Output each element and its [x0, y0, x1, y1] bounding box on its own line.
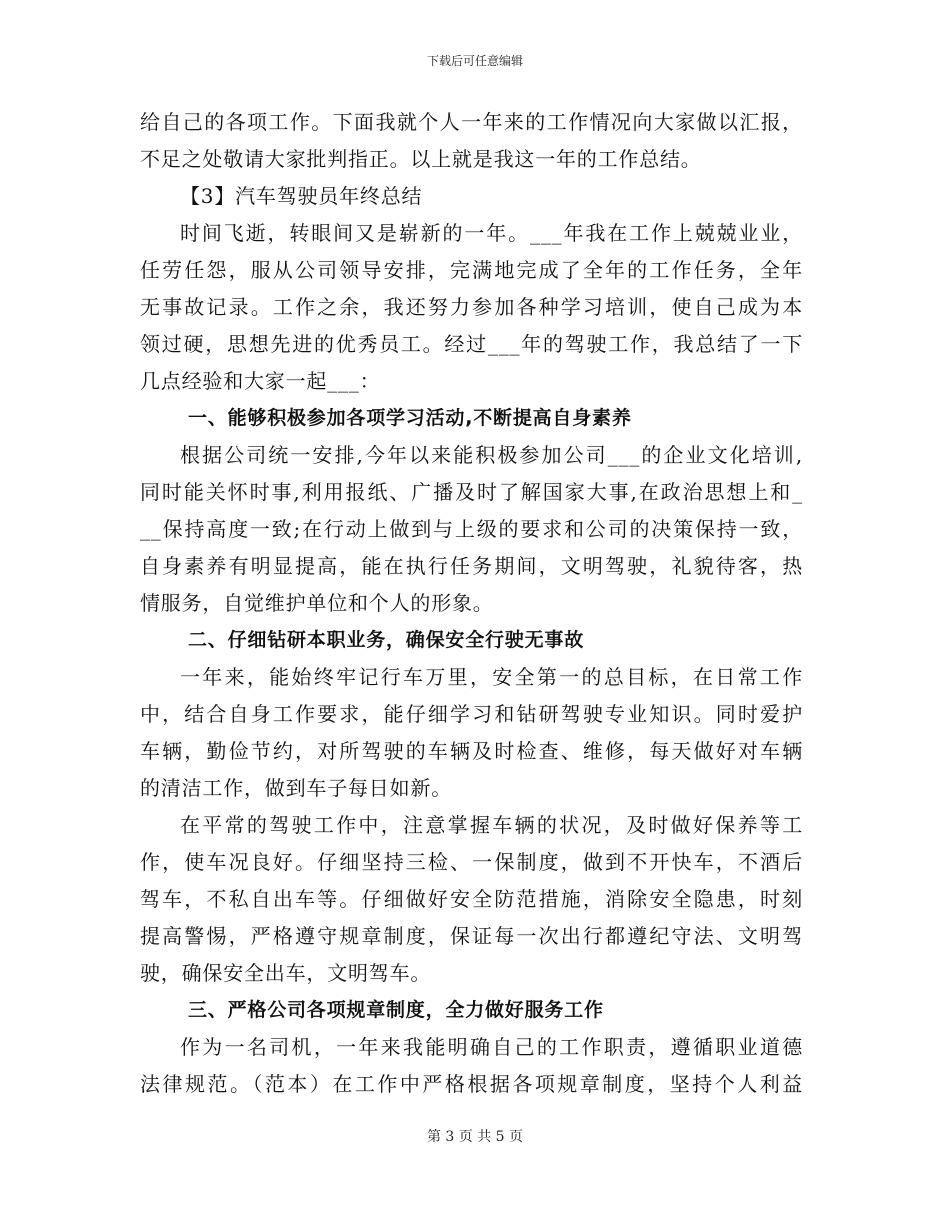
text-line: 几点经验和大家一起___：	[140, 369, 381, 393]
text-line: 的清洁工作，做到车子每日如新。	[140, 776, 452, 800]
text-line: 驾车，不私自出车等。仔细做好安全防范措施，消除安全隐患，时刻	[140, 887, 803, 911]
text-line: 车辆，勤俭节约，对所驾驶的车辆及时检查、维修，每天做好对车辆	[140, 739, 803, 763]
document-body	[140, 104, 803, 1103]
text-line: 作，使车况良好。仔细坚持三检、一保制度，做到不开快车，不酒后	[140, 850, 803, 874]
text-line: 给自己的各项工作。下面我就个人一年来的工作情况向大家做以汇报，	[140, 110, 803, 134]
text-line: 一年来，能始终牢记行车万里，安全第一的总目标，在日常工作	[180, 665, 803, 689]
text-line: __保持高度一致;在行动上做到与上级的要求和公司的决策保持一致，	[140, 517, 803, 541]
text-line: 自身素养有明显提高，能在执行任务期间，文明驾驶，礼貌待客，热	[140, 554, 803, 578]
section-heading: 二、仔细钻研本职业务，确保安全行驶无事故	[188, 629, 585, 651]
text-line: 同时能关怀时事,利用报纸、广播及时了解国家大事,在政治思想上和_	[140, 480, 803, 504]
text-line: 【3】汽车驾驶员年终总结	[180, 184, 423, 208]
text-line: 作为一名司机，一年来我能明确自己的工作职责，遵循职业道德	[180, 1035, 803, 1059]
text-line: 不足之处敬请大家批判指正。以上就是我这一年的工作总结。	[140, 147, 702, 171]
page-footer: 第 3 页 共 5 页	[426, 1129, 524, 1145]
text-line: 任劳任怨，服从公司领导安排，完满地完成了全年的工作任务，全年	[140, 258, 803, 282]
text-line: 无事故记录。工作之余，我还努力参加各种学习培训，使自己成为本	[140, 295, 803, 319]
text-line: 时间飞逝，转眼间又是崭新的一年。___年我在工作上兢兢业业，	[180, 221, 803, 245]
text-line: 根据公司统一安排,今年以来能积极参加公司___的企业文化培训,	[180, 443, 803, 467]
text-line: 中，结合自身工作要求，能仔细学习和钻研驾驶专业知识。同时爱护	[140, 702, 803, 726]
text-line: 在平常的驾驶工作中，注意掌握车辆的状况，及时做好保养等工	[180, 813, 803, 837]
text-line: 情服务，自觉维护单位和个人的形象。	[140, 591, 494, 615]
section-heading: 一、能够积极参加各项学习活动,不断提高自身素养	[188, 407, 632, 429]
text-line: 法律规范。（范本）在工作中严格根据各项规章制度，坚持个人利益	[140, 1072, 803, 1096]
section-heading: 三、严格公司各项规章制度，全力做好服务工作	[188, 999, 604, 1021]
text-line: 驶，确保安全出车，文明驾车。	[140, 961, 432, 985]
text-line: 领过硬，思想先进的优秀员工。经过___年的驾驶工作，我总结了一下	[140, 332, 803, 356]
text-line: 提高警惕，严格遵守规章制度，保证每一次出行都遵纪守法、文明驾	[140, 924, 803, 948]
page-header: 下载后可任意编辑	[426, 54, 523, 68]
